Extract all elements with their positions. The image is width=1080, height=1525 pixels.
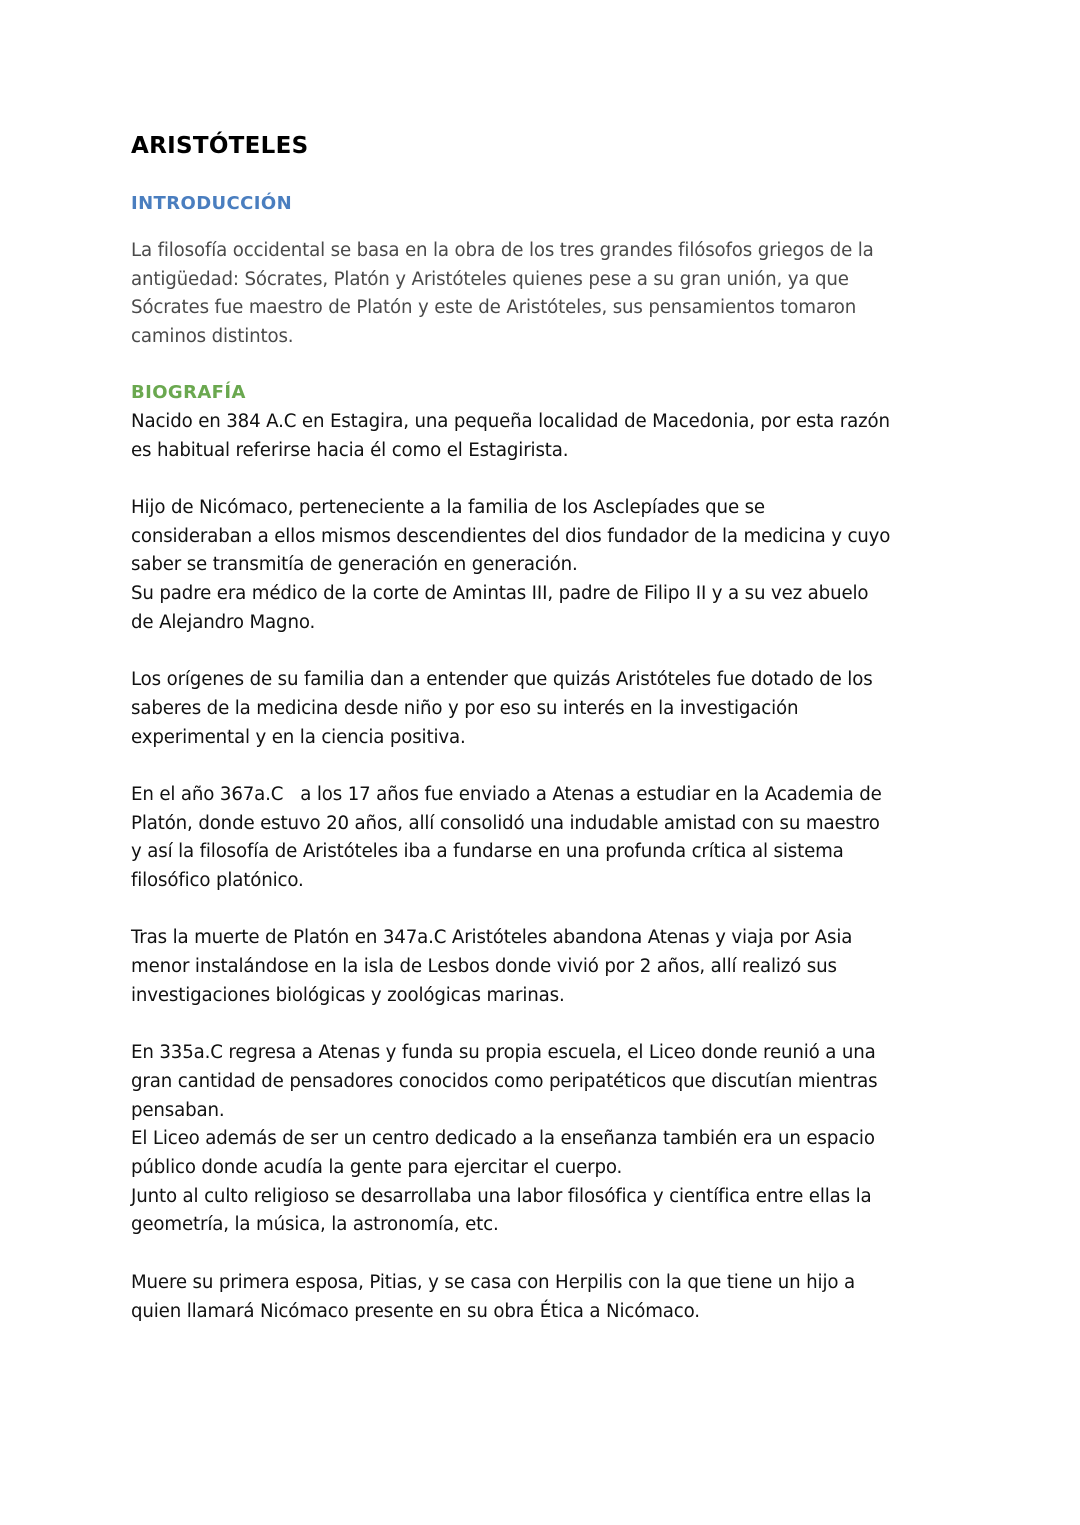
biography-line: investigaciones biológicas y zoológicas marinas. <box>131 984 565 1006</box>
biography-line: Nacido en 384 A.C en Estagira, una pequeña localidad de Macedonia, por esta razón <box>131 410 890 432</box>
biography-paragraph-lyceum <box>131 1039 961 1240</box>
biography-line: experimental y en la ciencia positiva. <box>131 726 466 748</box>
biography-paragraph-academy <box>131 781 961 896</box>
biography-line: En el año 367a.C a los 17 años fue enviado a Atenas a estudiar en la Academia de <box>131 783 882 805</box>
biography-line: pensaban. <box>131 1099 225 1121</box>
biography-line: consideraban a ellos mismos descendientes del dios fundador de la medicina y cuyo <box>131 525 891 547</box>
document-title: ARISTÓTELES <box>131 133 309 159</box>
intro-line: La filosofía occidental se basa en la obra de los tres grandes filósofos griegos de la <box>131 240 874 261</box>
biography-paragraph-lesbos <box>131 924 961 1010</box>
biography-line: filosófico platónico. <box>131 870 304 892</box>
biography-line: y así la filosofía de Aristóteles iba a fundarse en una profunda crítica al sistema <box>131 841 844 863</box>
intro-line: Sócrates fue maestro de Platón y este de Aristóteles, sus pensamientos tomaron <box>131 297 857 319</box>
biography-line: En 335a.C regresa a Atenas y funda su propia escuela, el Liceo donde reunió a una <box>131 1042 876 1064</box>
biography-paragraph-birth <box>131 408 961 465</box>
biography-paragraph-family-life <box>131 1269 961 1326</box>
biography-line: geometría, la música, la astronomía, etc. <box>131 1214 499 1236</box>
intro-line: caminos distintos. <box>131 326 294 348</box>
biography-line: menor instalándose en la isla de Lesbos donde vivió por 2 años, allí realizó sus <box>131 956 837 978</box>
intro-paragraph <box>131 237 961 352</box>
biography-line: es habitual referirse hacia él como el Estagirista. <box>131 439 569 461</box>
biography-line: Junto al culto religioso se desarrollaba una labor filosófica y científica entre ellas la <box>131 1185 872 1207</box>
biography-line: saberes de la medicina desde niño y por eso su interés en la investigación <box>131 697 799 719</box>
biography-line: Tras la muerte de Platón en 347a.C Aristóteles abandona Atenas y viaja por Asia <box>131 927 853 949</box>
biography-line: Muere su primera esposa, Pitias, y se casa con Herpilis con la que tiene un hijo a <box>131 1271 855 1293</box>
intro-line: antigüedad: Sócrates, Platón y Aristóteles quienes pese a su gran unión, ya que <box>131 268 849 290</box>
biography-line: público donde acudía la gente para ejercitar el cuerpo. <box>131 1157 623 1179</box>
document-page <box>131 128 961 1326</box>
intro-heading: INTRODUCCIÓN <box>131 193 293 214</box>
biography-line: Platón, donde estuvo 20 años, allí consolidó una indudable amistad con su maestro <box>131 812 880 834</box>
biography-line: gran cantidad de pensadores conocidos como peripatéticos que discutían mientras <box>131 1070 878 1092</box>
biography-line: Su padre era médico de la corte de Amintas III, padre de Filipo II y a su vez abuelo <box>131 583 869 605</box>
biography-line: El Liceo además de ser un centro dedicado a la enseñanza también era un espacio <box>131 1128 875 1150</box>
biography-line: Hijo de Nicómaco, perteneciente a la familia de los Asclepíades que se <box>131 496 765 518</box>
biography-line: saber se transmitía de generación en generación. <box>131 554 578 576</box>
biography-line: de Alejandro Magno. <box>131 611 316 633</box>
biography-line: Los orígenes de su familia dan a entender que quizás Aristóteles fue dotado de los <box>131 669 873 691</box>
biography-heading: BIOGRAFÍA <box>131 381 246 403</box>
biography-paragraph-origins <box>131 666 961 752</box>
biography-line: quien llamará Nicómaco presente en su obra Ética a Nicómaco. <box>131 1300 700 1322</box>
biography-paragraph-family <box>131 494 961 638</box>
